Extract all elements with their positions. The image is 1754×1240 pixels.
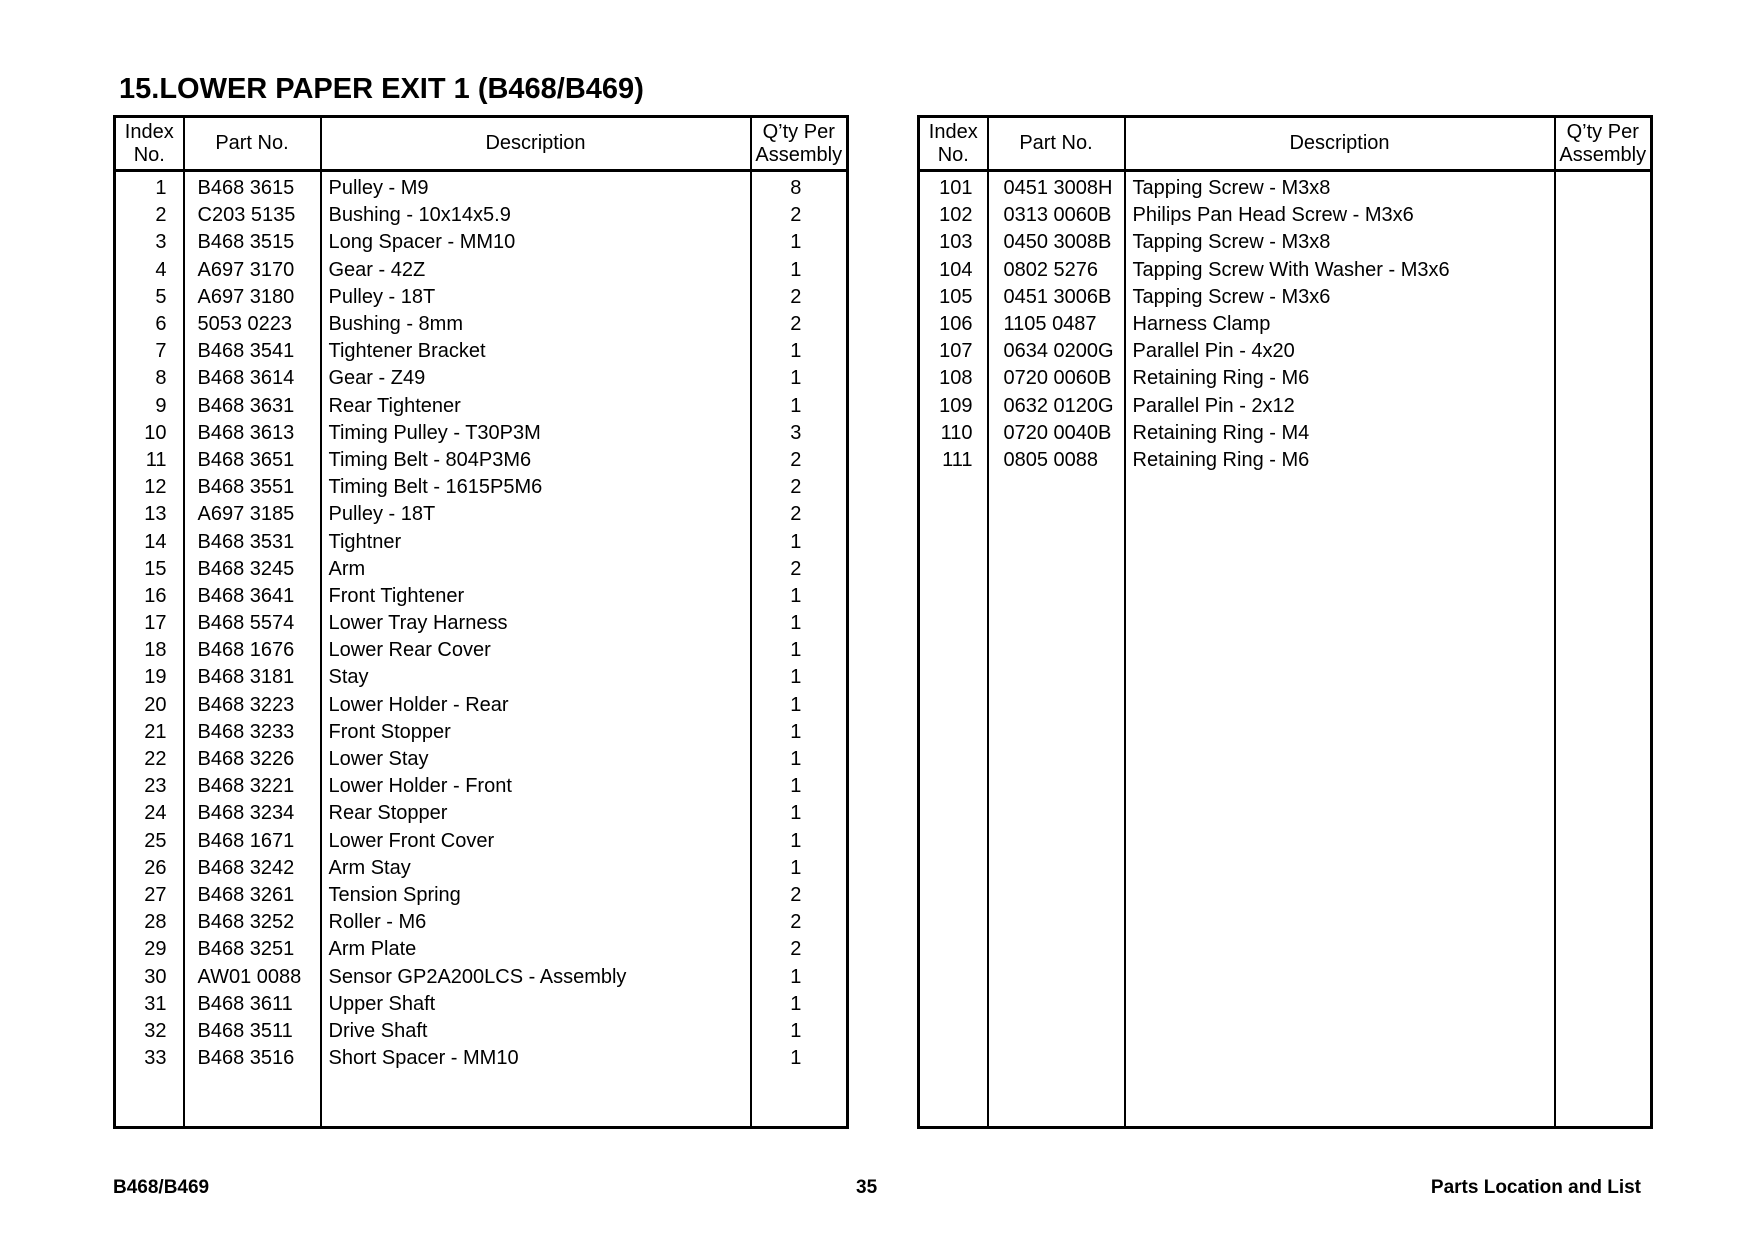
index-cell: 8 [155,367,167,390]
index-cell: 102 [939,204,973,227]
index-cell: 108 [939,367,973,390]
description-header: Description [1125,117,1555,171]
part-no-cell: B468 3233 [184,719,321,746]
description-cell: Front Stopper [321,719,751,746]
index-cell: 16 [144,584,167,607]
index-cell: 109 [939,394,973,417]
part-no-cell: B468 3251 [184,936,321,963]
description-cell: Lower Stay [321,746,751,773]
qty-header: Q’ty Per Assembly [751,117,848,171]
index-cell: 22 [144,748,167,771]
description-header: Description [321,117,751,171]
table-row [115,637,848,664]
qty-cell: 1 [751,828,848,855]
part-no-cell: B468 3516 [184,1045,321,1072]
qty-cell: 1 [751,229,848,256]
description-cell: Pulley - M9 [321,171,751,203]
qty-cell: 1 [751,1045,848,1072]
part-no-cell: B468 3261 [184,882,321,909]
table-row [919,338,1652,365]
part-no-cell: 1105 0487 [988,311,1125,338]
table-row [115,963,848,990]
description-cell: Drive Shaft [321,1018,751,1045]
description-cell: Sensor GP2A200LCS - Assembly [321,963,751,990]
index-cell: 32 [144,1019,167,1042]
part-no-cell: B468 3181 [184,664,321,691]
part-no-cell: B468 3541 [184,338,321,365]
index-cell: 19 [144,666,167,689]
qty-cell: 1 [751,528,848,555]
index-cell: 9 [155,394,167,417]
qty-cell: 2 [751,284,848,311]
description-cell: Stay [321,664,751,691]
description-cell: Tightner [321,528,751,555]
description-cell: Tapping Screw - M3x8 [1125,171,1555,203]
qty-cell [1555,202,1652,229]
qty-cell: 1 [751,800,848,827]
table-row [919,311,1652,338]
part-no-cell: AW01 0088 [184,963,321,990]
table-row [115,773,848,800]
part-no-cell: B468 3515 [184,229,321,256]
empty-cell [1555,474,1652,1127]
empty-filler-row [115,1072,848,1127]
index-cell: 10 [144,421,167,444]
description-cell: Arm [321,556,751,583]
table-row [919,202,1652,229]
description-cell: Upper Shaft [321,991,751,1018]
table-row [115,257,848,284]
index-cell: 1 [155,177,167,200]
description-cell: Lower Front Cover [321,828,751,855]
description-cell: Bushing - 10x14x5.9 [321,202,751,229]
part-no-cell: B468 3614 [184,365,321,392]
description-cell: Tapping Screw - M3x8 [1125,229,1555,256]
table-row [115,284,848,311]
table-row [115,229,848,256]
table-row [115,692,848,719]
description-cell: Rear Stopper [321,800,751,827]
index-cell: 20 [144,693,167,716]
index-cell: 11 [145,448,167,471]
qty-cell: 1 [751,991,848,1018]
table-row [115,1045,848,1072]
description-cell: Lower Tray Harness [321,610,751,637]
qty-cell: 1 [751,610,848,637]
part-no-cell: 0634 0200G [988,338,1125,365]
description-cell: Rear Tightener [321,393,751,420]
qty-cell: 1 [751,338,848,365]
description-cell: Retaining Ring - M6 [1125,447,1555,474]
description-cell: Pulley - 18T [321,501,751,528]
description-cell: Lower Holder - Front [321,773,751,800]
index-cell: 14 [144,530,167,553]
table-row [115,338,848,365]
table-header-row [919,117,1652,171]
table-row [919,393,1652,420]
qty-cell: 1 [751,257,848,284]
table-row [919,171,1652,203]
empty-cell [184,1072,321,1127]
qty-cell: 2 [751,556,848,583]
index-cell: 5 [155,285,167,308]
table-row [919,447,1652,474]
part-no-cell: B468 5574 [184,610,321,637]
description-cell: Tightener Bracket [321,338,751,365]
index-header: Index No. [919,117,988,171]
description-cell: Retaining Ring - M6 [1125,365,1555,392]
index-cell: 26 [144,856,167,879]
part-no-cell: 5053 0223 [184,311,321,338]
part-no-cell: A697 3185 [184,501,321,528]
qty-cell [1555,393,1652,420]
qty-cell: 8 [751,171,848,203]
index-cell: 28 [144,911,167,934]
table-row [115,610,848,637]
index-cell: 101 [939,177,973,200]
parts-table-left [113,115,849,1129]
index-cell: 21 [144,720,167,743]
table-row [115,828,848,855]
empty-cell [321,1072,751,1127]
index-cell: 31 [144,992,167,1015]
qty-cell: 1 [751,365,848,392]
description-cell: Gear - 42Z [321,257,751,284]
footer-section: Parts Location and List [1430,1177,1641,1198]
index-cell: 105 [939,285,973,308]
description-cell: Lower Rear Cover [321,637,751,664]
part-no-cell: B468 3245 [184,556,321,583]
qty-cell [1555,420,1652,447]
index-cell: 3 [155,231,167,254]
part-no-cell: B468 3234 [184,800,321,827]
qty-cell: 1 [751,664,848,691]
description-cell: Roller - M6 [321,909,751,936]
qty-cell: 1 [751,1018,848,1045]
part-no-cell: B468 3531 [184,528,321,555]
table-row [115,420,848,447]
qty-cell: 2 [751,447,848,474]
table-row [115,855,848,882]
index-cell: 18 [144,639,167,662]
empty-cell [751,1072,848,1127]
description-cell: Retaining Ring - M4 [1125,420,1555,447]
qty-cell: 1 [751,583,848,610]
table-row [115,583,848,610]
index-cell: 29 [144,938,167,961]
description-cell: Timing Belt - 804P3M6 [321,447,751,474]
index-cell: 104 [939,258,973,281]
table-row [115,1018,848,1045]
part-no-cell: B468 3611 [184,991,321,1018]
qty-cell: 2 [751,501,848,528]
table-row [115,171,848,203]
part-no-cell: B468 3615 [184,171,321,203]
part-no-cell: B468 3223 [184,692,321,719]
part-no-cell: B468 3226 [184,746,321,773]
description-cell: Parallel Pin - 4x20 [1125,338,1555,365]
part-no-cell: B468 3252 [184,909,321,936]
empty-filler-row [919,474,1652,1127]
table-row [919,284,1652,311]
table-row [115,202,848,229]
part-no-cell: B468 3551 [184,474,321,501]
qty-cell: 2 [751,474,848,501]
qty-cell: 1 [751,855,848,882]
index-cell: 110 [940,421,973,444]
description-cell: Long Spacer - MM10 [321,229,751,256]
qty-cell: 1 [751,963,848,990]
qty-cell: 2 [751,909,848,936]
description-cell: Tapping Screw With Washer - M3x6 [1125,257,1555,284]
description-cell: Philips Pan Head Screw - M3x6 [1125,202,1555,229]
qty-cell [1555,365,1652,392]
table-row [115,528,848,555]
page-title: 15.LOWER PAPER EXIT 1 (B468/B469) [119,73,644,105]
qty-cell [1555,447,1652,474]
part-no-cell: B468 3221 [184,773,321,800]
qty-header: Q’ty Per Assembly [1555,117,1652,171]
table-row [115,311,848,338]
description-cell: Bushing - 8mm [321,311,751,338]
index-cell: 25 [144,829,167,852]
qty-cell: 3 [751,420,848,447]
qty-cell [1555,257,1652,284]
qty-cell: 1 [751,692,848,719]
table-row [115,501,848,528]
empty-cell [919,474,988,1127]
table-row [115,800,848,827]
table-row [115,393,848,420]
part-no-cell: 0313 0060B [988,202,1125,229]
qty-cell: 1 [751,719,848,746]
description-cell: Pulley - 18T [321,284,751,311]
table-row [115,909,848,936]
index-cell: 107 [939,340,973,363]
description-cell: Harness Clamp [1125,311,1555,338]
part-no-cell: 0632 0120G [988,393,1125,420]
description-cell: Short Spacer - MM10 [321,1045,751,1072]
description-cell: Arm Stay [321,855,751,882]
part-no-cell: C203 5135 [184,202,321,229]
index-cell: 7 [155,340,167,363]
parts-table-right [917,115,1653,1129]
description-cell: Tension Spring [321,882,751,909]
index-cell: 17 [144,612,167,635]
empty-cell [115,1072,184,1127]
index-cell: 2 [155,204,167,227]
description-cell: Timing Pulley - T30P3M [321,420,751,447]
part-no-cell: B468 3511 [184,1018,321,1045]
qty-cell [1555,284,1652,311]
qty-cell: 1 [751,637,848,664]
table-row [115,664,848,691]
part-no-cell: 0450 3008B [988,229,1125,256]
index-cell: 15 [144,557,167,580]
index-cell: 27 [144,883,167,906]
table-row [115,882,848,909]
part-no-cell: B468 3651 [184,447,321,474]
description-cell: Parallel Pin - 2x12 [1125,393,1555,420]
part-no-cell: 0451 3008H [988,171,1125,203]
table-row [115,365,848,392]
table-row [115,936,848,963]
qty-cell: 2 [751,202,848,229]
index-cell: 4 [155,258,167,281]
description-cell: Lower Holder - Rear [321,692,751,719]
index-cell: 106 [939,313,973,336]
index-cell: 13 [144,503,167,526]
index-cell: 30 [144,965,167,988]
table-row [115,474,848,501]
part-no-header: Part No. [988,117,1125,171]
table-row [919,229,1652,256]
description-cell: Tapping Screw - M3x6 [1125,284,1555,311]
qty-cell: 1 [751,393,848,420]
part-no-cell: 0805 0088 [988,447,1125,474]
footer-model: B468/B469 [113,1177,210,1198]
part-no-header: Part No. [184,117,321,171]
table-row [919,257,1652,284]
qty-cell: 2 [751,936,848,963]
table-row [115,556,848,583]
table-row [919,365,1652,392]
index-cell: 12 [144,476,167,499]
part-no-cell: B468 3641 [184,583,321,610]
empty-cell [1125,474,1555,1127]
description-cell: Timing Belt - 1615P5M6 [321,474,751,501]
index-cell: 111 [942,448,973,471]
part-no-cell: B468 3613 [184,420,321,447]
table-row [115,447,848,474]
qty-cell: 1 [751,773,848,800]
part-no-cell: B468 1671 [184,828,321,855]
part-no-cell: A697 3170 [184,257,321,284]
qty-cell: 1 [751,746,848,773]
empty-cell [988,474,1125,1127]
table-row [115,719,848,746]
table-row [115,991,848,1018]
index-header: Index No. [115,117,184,171]
qty-cell [1555,311,1652,338]
description-cell: Gear - Z49 [321,365,751,392]
qty-cell: 2 [751,311,848,338]
part-no-cell: 0720 0060B [988,365,1125,392]
index-cell: 23 [144,775,167,798]
description-cell: Arm Plate [321,936,751,963]
part-no-cell: B468 3631 [184,393,321,420]
qty-cell: 2 [751,882,848,909]
index-cell: 6 [155,313,167,336]
description-cell: Front Tightener [321,583,751,610]
qty-cell [1555,338,1652,365]
part-no-cell: 0720 0040B [988,420,1125,447]
part-no-cell: 0451 3006B [988,284,1125,311]
part-no-cell: B468 1676 [184,637,321,664]
index-cell: 33 [144,1047,167,1070]
qty-cell [1555,229,1652,256]
part-no-cell: A697 3180 [184,284,321,311]
index-cell: 24 [144,802,167,825]
part-no-cell: 0802 5276 [988,257,1125,284]
qty-cell [1555,171,1652,203]
table-header-row [115,117,848,171]
index-cell: 103 [939,231,973,254]
table-row [919,420,1652,447]
footer-page-number: 35 [856,1177,878,1198]
table-row [115,746,848,773]
part-no-cell: B468 3242 [184,855,321,882]
